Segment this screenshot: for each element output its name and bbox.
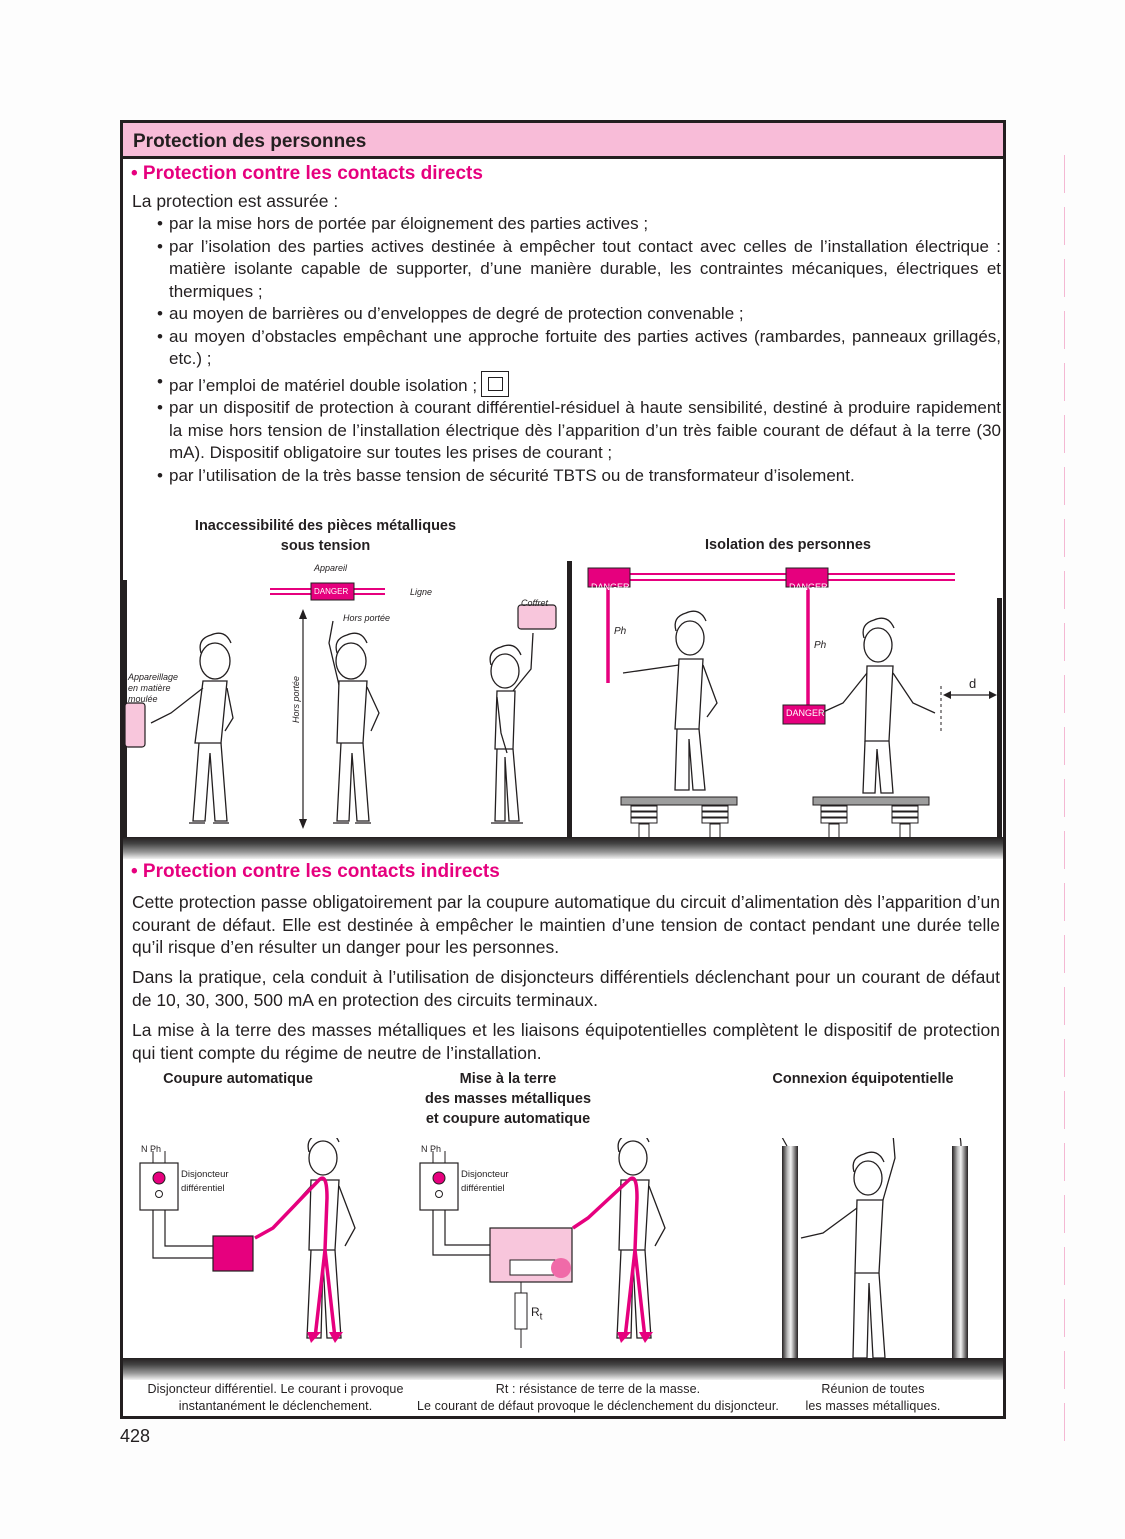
label-line: différentiel xyxy=(181,1183,225,1194)
label-line: Disjoncteur xyxy=(181,1169,229,1180)
list-item-text: au moyen de barrières ou d’enveloppes de degré de protection convenable ; xyxy=(169,304,744,323)
list-item-text: par la mise hors de portée par éloignement des parties actives ; xyxy=(169,214,649,233)
sheet-header xyxy=(123,123,1003,159)
indirect-paragraph: Cette protection passe obligatoirement par la coupure automatique du circuit d’alimentation dès l’apparition d’un courant de défaut. Elle est destinée à empêcher le maintien d’une tension de contact pendant une durée telle qu’il risque d’en résulter un danger pour les personnes. xyxy=(132,892,1000,957)
divider-wall xyxy=(567,561,572,841)
caption-line: Rt : résistance de terre de la masse. xyxy=(495,1382,701,1396)
label-appareil: Appareil xyxy=(314,563,348,573)
caption-line: Le courant de défaut provoque le déclenchement du disjoncteur. xyxy=(416,1399,779,1413)
list-item xyxy=(157,397,1001,465)
figure-title-line: Inaccessibilité des pièces métalliques xyxy=(194,518,457,534)
supply-wires xyxy=(153,1210,215,1258)
margin-marks xyxy=(1064,155,1066,1425)
appliance-component xyxy=(510,1260,556,1275)
list-item-text: par l’emploi de matériel double isolation ; xyxy=(169,375,478,395)
section-title-indirect: • Protection contre les contacts indirects xyxy=(131,861,500,882)
figure-title-line: sous tension xyxy=(280,538,371,554)
figure-title-auto-cutoff: Coupure automatique xyxy=(163,1071,313,1087)
label-line: moulée xyxy=(128,694,158,704)
earth-resistance xyxy=(515,1293,527,1329)
caption-line: les masses métalliques. xyxy=(805,1399,941,1413)
list-item xyxy=(157,236,1001,304)
direct-contacts-illustration xyxy=(123,553,1003,843)
caption-line: instantanément le déclenchement. xyxy=(178,1399,373,1413)
figure-title-line: Mise à la terre xyxy=(459,1071,557,1087)
direct-bullet-list xyxy=(157,213,1001,487)
list-item xyxy=(157,326,1001,371)
label-ph: Ph xyxy=(150,1144,162,1154)
label-hors-portee-vertical: Hors portée xyxy=(291,675,301,723)
label-ligne: Ligne xyxy=(410,587,433,597)
list-item-text: par l’utilisation de la très basse tension de sécurité TBTS ou de transformateur d’isolement. xyxy=(169,465,855,485)
danger-label: DANGER xyxy=(786,708,825,718)
list-item xyxy=(157,465,1001,488)
person-figure xyxy=(573,1138,665,1338)
label-ph: Ph xyxy=(430,1144,442,1154)
label-line: Appareillage xyxy=(128,672,179,682)
page-title: Protection des personnes xyxy=(133,131,367,152)
distance-arrow xyxy=(941,686,997,733)
indirect-paragraph: La mise à la terre des masses métalliques et les liaisons équipotentielles complètent le dispositif de protection qui tient compte du régime de neutre de l’installation. xyxy=(132,1020,1000,1063)
person-figure xyxy=(801,1138,895,1358)
faulty-appliance xyxy=(213,1236,253,1271)
fault-spark-icon xyxy=(551,1258,571,1278)
label-coffret: Coffret xyxy=(521,598,549,608)
person-figure xyxy=(329,621,379,823)
content-frame xyxy=(120,120,1006,1419)
figure-title-isolation: Isolation des personnes xyxy=(705,537,871,553)
person-figure xyxy=(255,1138,355,1338)
right-wall xyxy=(997,598,1002,841)
page-number: 428 xyxy=(120,1426,151,1446)
list-item-text: par un dispositif de protection à courant différentiel-résiduel à haute sensibilité, destiné à produire rapidement la mise hors tension de l’installation électrique dès l’apparition d’un très faible courant de défaut à la terre (30 mA). Dispositif obligatoire sur toutes les prises de courant ; xyxy=(169,398,1001,462)
isolation-overhead-line xyxy=(588,568,955,724)
metal-pipe-left xyxy=(782,1146,798,1358)
molded-switchgear-box xyxy=(125,703,145,747)
figure-title-inaccessibility xyxy=(163,516,488,556)
bonding-wire xyxy=(776,1138,961,1146)
caption-equipotential xyxy=(783,1381,963,1415)
label-line: différentiel xyxy=(461,1183,505,1194)
person-figure xyxy=(623,611,717,790)
person-figure xyxy=(151,633,233,823)
list-item-text: par l’isolation des parties actives destinée à empêcher tout contact avec celles de l’installation électrique : matière isolante capable de supporter, d’une manière durable, les contraintes mécaniques, électriques et thermiques ; xyxy=(169,236,1001,301)
label-ph: Ph xyxy=(614,626,627,637)
danger-label: DANGER xyxy=(591,582,630,592)
label-hors-portee: Hors portée xyxy=(343,613,391,623)
ground-band xyxy=(123,1358,1003,1380)
ground-band xyxy=(123,837,1003,859)
list-item xyxy=(157,371,1001,398)
rcd-breaker xyxy=(420,1151,458,1210)
caption-line: Réunion de toutes xyxy=(821,1382,925,1396)
person-figure xyxy=(490,633,533,823)
label-n: N xyxy=(421,1144,428,1154)
figure-title-equipotential: Connexion équipotentielle xyxy=(772,1071,954,1087)
insulating-platform xyxy=(813,797,929,840)
label-line: en matière xyxy=(128,683,171,693)
rcd-breaker xyxy=(140,1151,178,1210)
danger-label: DANGER xyxy=(789,582,828,592)
label-n: N xyxy=(141,1144,148,1154)
person-figure xyxy=(821,618,935,793)
figure-title-line: et coupure automatique xyxy=(425,1111,591,1127)
label-distance: d xyxy=(969,676,977,691)
cabinet-box xyxy=(518,605,556,629)
label-earth-resistance xyxy=(531,1305,542,1322)
label-t-sub: t xyxy=(539,1311,543,1323)
figure-title-earthing xyxy=(378,1069,638,1129)
label-ph: Ph xyxy=(814,640,827,651)
direct-intro: La protection est assurée : xyxy=(132,191,339,211)
label-r: R xyxy=(531,1305,540,1319)
label-neutral-phase xyxy=(141,1144,161,1154)
caption-line: Disjoncteur différentiel. Le courant i provoque xyxy=(147,1382,404,1396)
indirect-contacts-illustration xyxy=(123,1138,1003,1368)
metal-pipe-right xyxy=(952,1146,968,1358)
label-rcd xyxy=(181,1168,229,1196)
caption-earthing xyxy=(413,1381,783,1415)
figure-title-line: des masses métalliques xyxy=(424,1091,592,1107)
double-insulation-icon xyxy=(481,371,509,397)
label-rcd xyxy=(461,1168,509,1196)
indirect-paragraph: Dans la pratique, cela conduit à l’utilisation de disjoncteurs différentiels déclenchant pour un courant de défaut de 10, 30, 300, 500 mA en protection des circuits terminaux. xyxy=(132,967,1000,1010)
list-item-text: au moyen d’obstacles empêchant une approche fortuite des parties actives (rambardes, panneaux grillagés, etc.) ; xyxy=(169,326,1001,368)
caption-auto-cutoff xyxy=(133,1381,418,1415)
label-line: Disjoncteur xyxy=(461,1169,509,1180)
list-item xyxy=(157,303,1001,326)
insulating-platform xyxy=(621,797,737,840)
label-neutral-phase xyxy=(421,1144,441,1154)
list-item xyxy=(157,213,1001,236)
danger-label: DANGER xyxy=(314,587,349,596)
section-title-direct: • Protection contre les contacts directs xyxy=(131,163,483,184)
label-appareillage xyxy=(128,672,178,705)
